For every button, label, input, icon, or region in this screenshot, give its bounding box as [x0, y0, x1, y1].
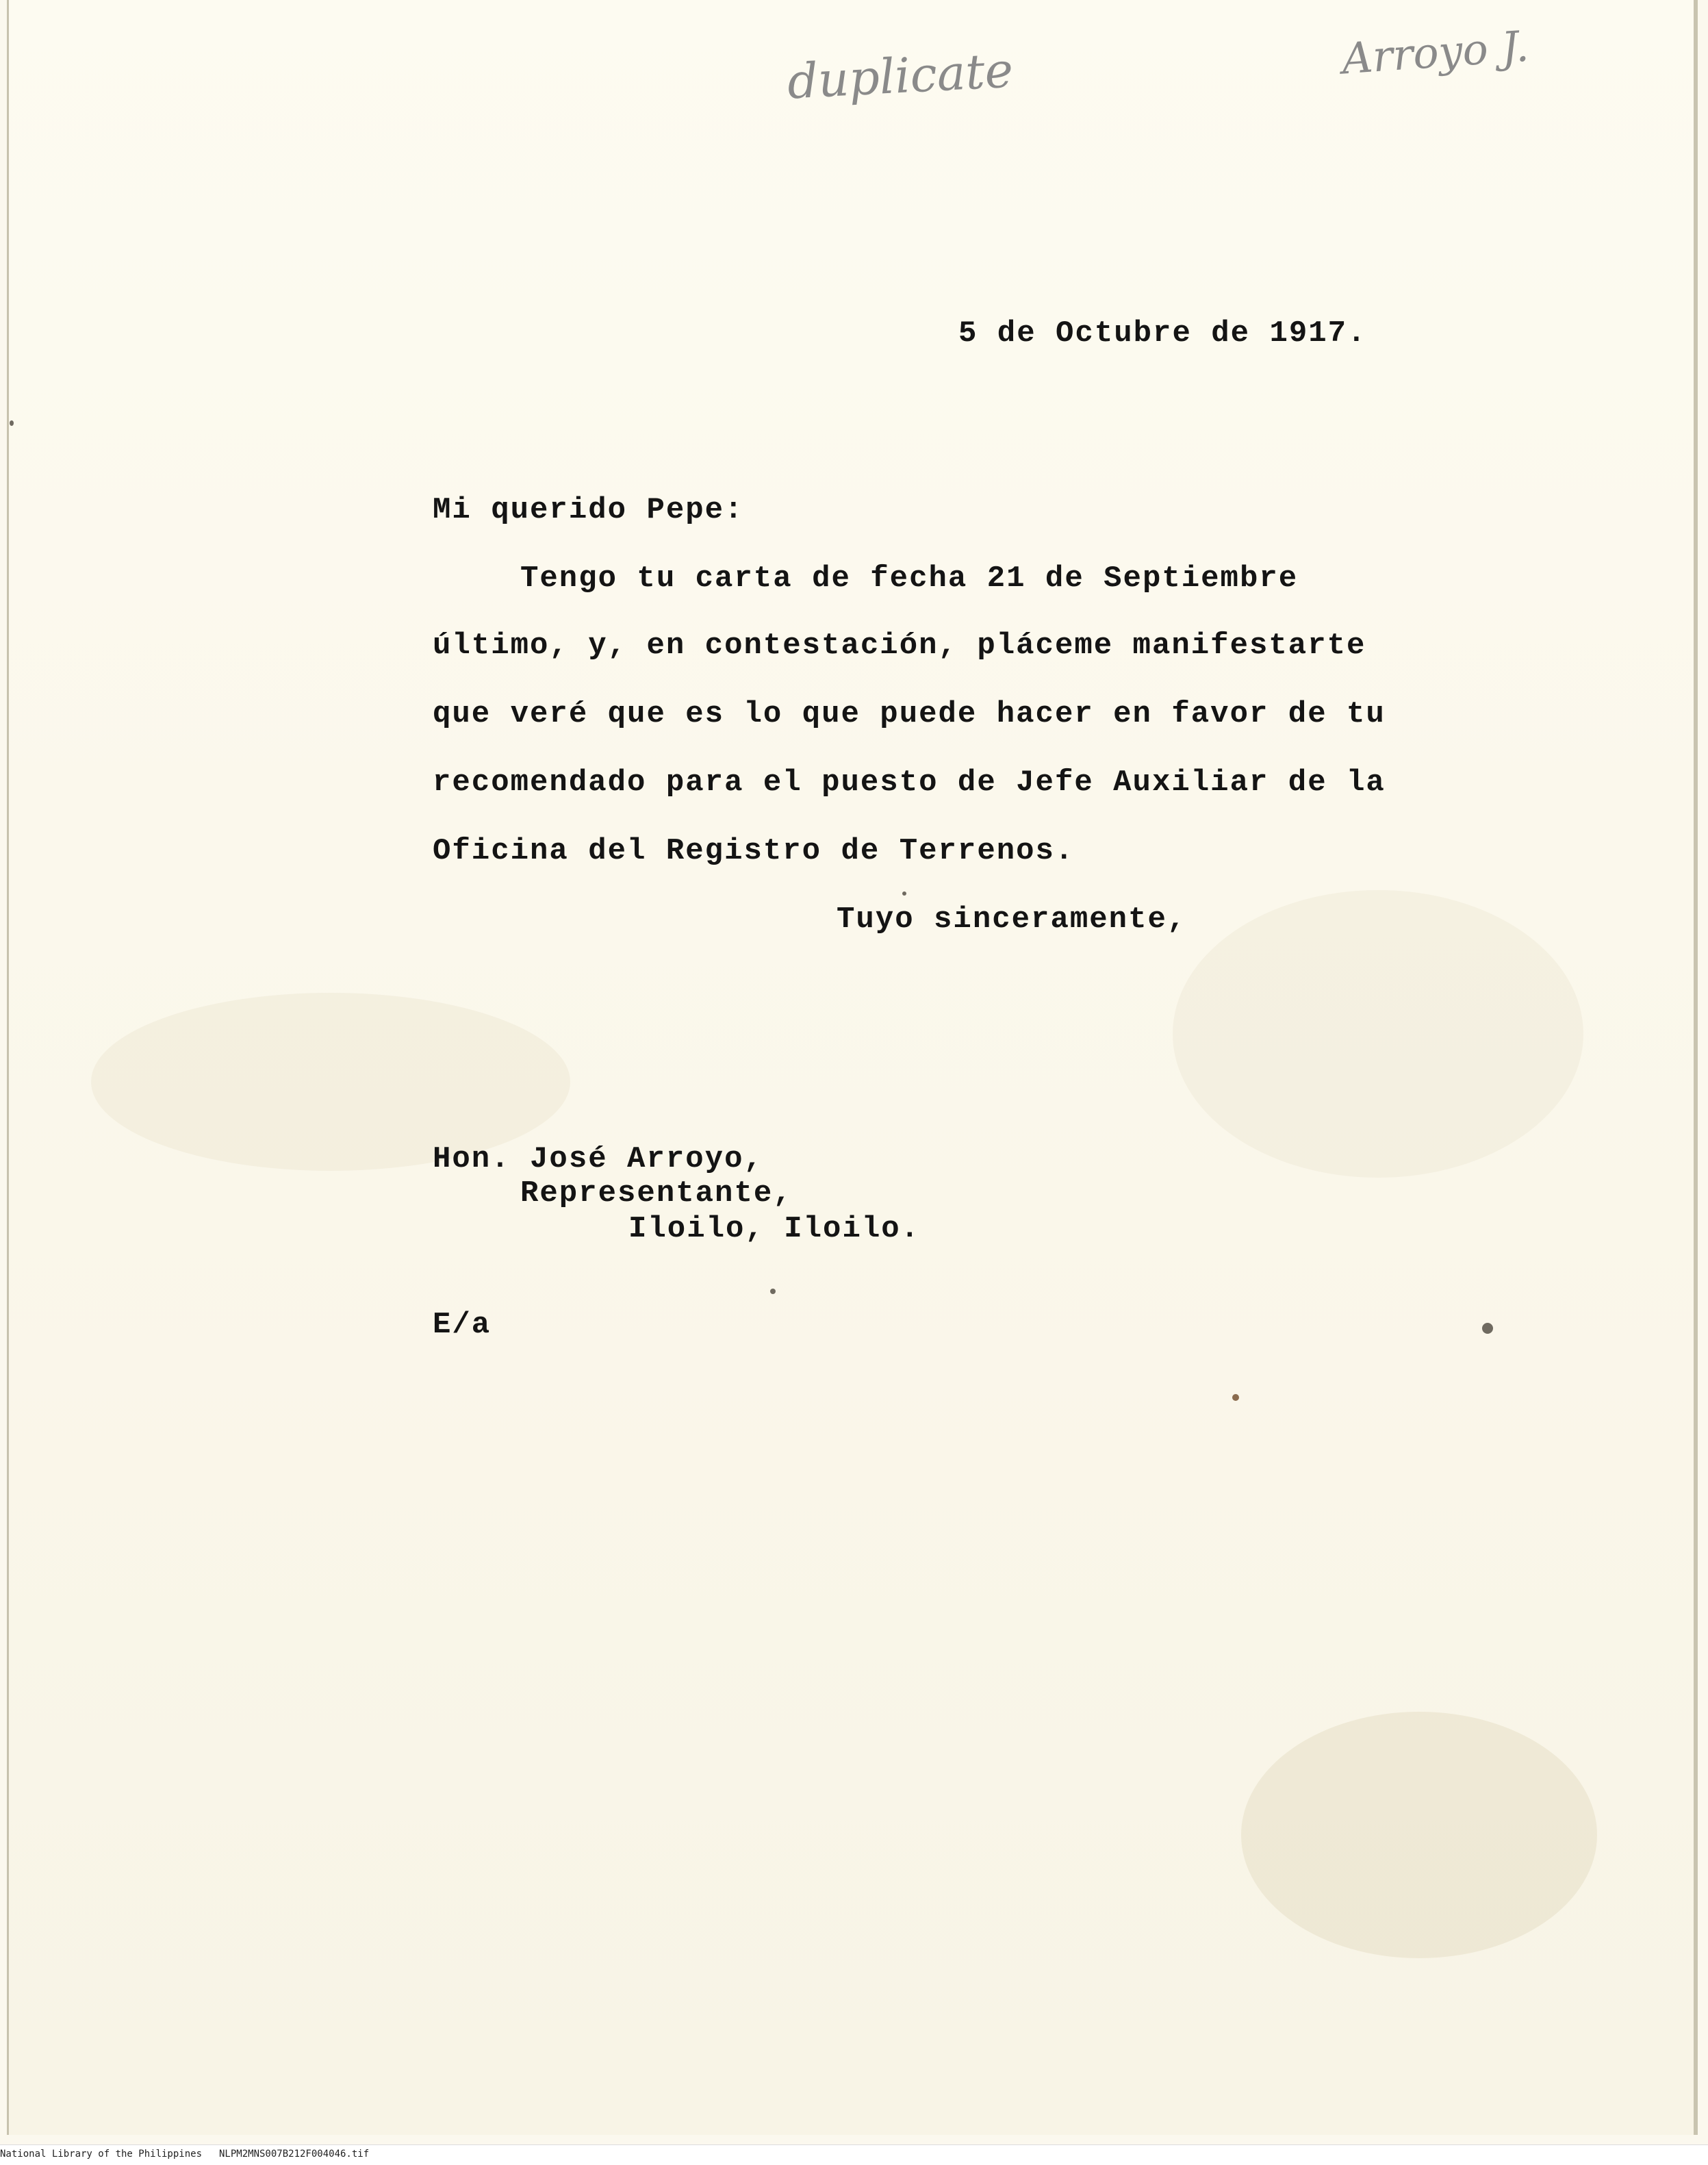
footer-filename: NLPM2MNS007B212F004046.tif [219, 2149, 370, 2160]
ink-speck [10, 420, 14, 426]
letter-body-line: último, y, en contestación, pláceme manifestarte [433, 629, 1366, 663]
letter-paper [7, 0, 1698, 2135]
letter-body-line: que veré que es lo que puede hacer en favor de tu [433, 697, 1386, 731]
letter-closing: Tuyo sinceramente, [837, 902, 1187, 937]
addressee-location: Iloilo, Iloilo. [628, 1212, 921, 1246]
footer-institution: National Library of the Philippines [0, 2149, 203, 2160]
paper-stain [1173, 890, 1583, 1178]
ink-speck [902, 891, 906, 896]
letter-date: 5 de Octubre de 1917. [958, 316, 1367, 351]
letter-salutation: Mi querido Pepe: [433, 493, 744, 527]
addressee-name: Hon. José Arroyo, [433, 1142, 763, 1176]
ink-speck [1232, 1394, 1239, 1401]
reference-initials: E/a [433, 1308, 492, 1342]
letter-body-line: recomendado para el puesto de Jefe Auxiliar de la [433, 765, 1386, 800]
handwritten-duplicate-note: duplicate [786, 42, 1015, 110]
handwritten-name-note: Arroyo J. [1340, 21, 1531, 84]
letter-body-line: Tengo tu carta de fecha 21 de Septiembre [520, 561, 1299, 596]
ink-speck [770, 1289, 776, 1294]
addressee-title: Representante, [520, 1176, 793, 1211]
paper-stain [1241, 1712, 1597, 1958]
letter-body-line: Oficina del Registro de Terrenos. [433, 834, 1075, 868]
ink-speck [1482, 1323, 1493, 1334]
